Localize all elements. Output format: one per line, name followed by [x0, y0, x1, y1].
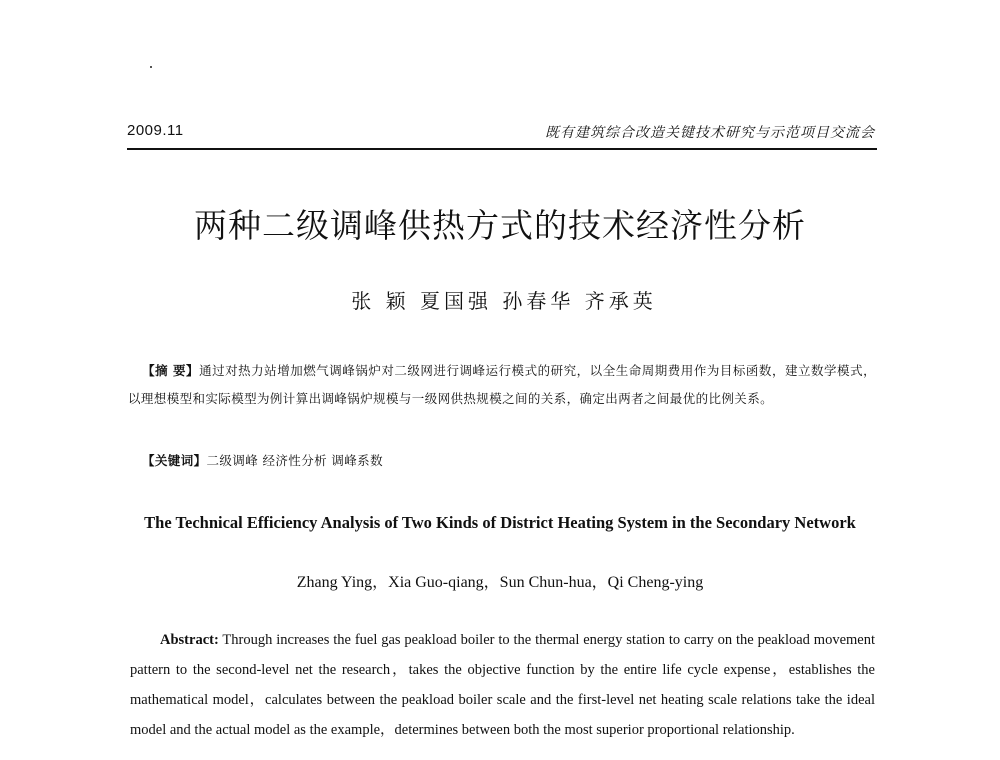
abstract-chinese-text: 通过对热力站增加燃气调峰锅炉对二级网进行调峰运行模式的研究，以全生命周期费用作为目标函数，建立数学模式，以理想模型和实际模型为例计算出调峰锅炉规模与一级网供热规模之间的关系，确定出两者之间最优的比例关系。 — [128, 363, 876, 406]
abstract-chinese — [128, 357, 876, 413]
abstract-english-text: Through increases the fuel gas peakload boiler to the thermal energy station to carry on the peakload movement pattern to the second-level net the research，takes the objective function by the entire life cycle expense，establishes the mathematical model，calculates between the peakload boiler scale and the first-level net heating scale relations take the ideal model and the actual model as the example，determines between both the most superior proportional relationship. — [130, 632, 875, 738]
paper-title-chinese: 两种二级调峰供热方式的技术经济性分析 — [194, 206, 806, 245]
header-date: 2009.11 — [127, 122, 184, 139]
abstract-english — [130, 625, 875, 745]
keywords-chinese — [142, 451, 383, 469]
header-journal-title: 既有建筑综合改造关键技术研究与示范项目交流会 — [545, 125, 875, 141]
paper-title-english: The Technical Efficiency Analysis of Two Kinds of District Heating System in the Secondary Network — [144, 513, 856, 532]
scan-speck — [150, 66, 152, 68]
keywords-chinese-text: 二级调峰 经济性分析 调峰系数 — [206, 453, 383, 468]
keywords-chinese-label: 【关键词】 — [142, 453, 207, 468]
abstract-english-label: Abstract: — [160, 632, 219, 648]
authors-chinese: 张 颖 夏国强 孙春华 齐承英 — [351, 289, 657, 313]
authors-english: Zhang Ying，Xia Guo-qiang，Sun Chun-hua，Qi Cheng-ying — [296, 574, 704, 591]
running-header — [127, 118, 877, 150]
abstract-chinese-label: 【摘 要】 — [142, 363, 200, 378]
